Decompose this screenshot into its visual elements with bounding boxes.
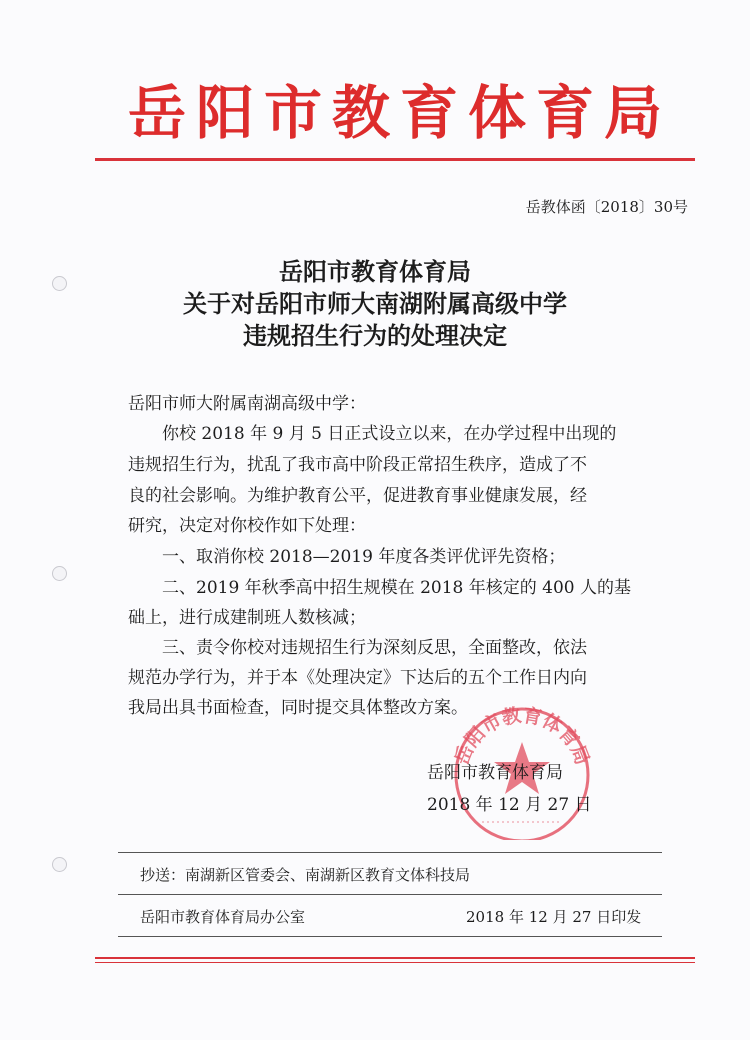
document-title-line-3: 违规招生行为的处理决定 [243, 321, 507, 350]
body-line: 研究，决定对你校作如下处理： [128, 516, 366, 536]
body-line: 础上，进行成建制班人数核减； [128, 608, 366, 628]
footer-red-rule [95, 962, 695, 963]
seal-text: 岳阳市教育体育局 [450, 704, 594, 768]
binder-hole [52, 857, 67, 872]
footer-rule [118, 894, 662, 895]
header-red-rule [95, 158, 695, 161]
footer-red-rule [95, 957, 695, 959]
signature-date: 2018 年 12 月 27 日 [427, 795, 592, 815]
signature-org: 岳阳市教育体育局 [427, 763, 563, 783]
body-line: 我局出具书面检查，同时提交具体整改方案。 [128, 698, 468, 718]
print-date: 2018 年 12 月 27 日印发 [466, 908, 642, 926]
body-line: 良的社会影响。为维护教育公平，促进教育事业健康发展，经 [128, 486, 587, 506]
body-line: 二、2019 年秋季高中招生规模在 2018 年核定的 400 人的基 [128, 578, 631, 598]
document-number: 岳教体函〔2018〕30号 [525, 198, 688, 216]
salutation: 岳阳市师大附属南湖高级中学： [128, 394, 366, 414]
binder-hole [52, 276, 67, 291]
footer-rule [118, 936, 662, 937]
cc-line: 抄送：南湖新区管委会、南湖新区教育文体科技局 [140, 866, 471, 884]
footer-rule [118, 852, 662, 853]
document-title-line-2: 关于对岳阳市师大南湖附属高级中学 [183, 289, 567, 318]
header-org-title: 岳阳市教育体育局 [127, 79, 672, 147]
issuing-office: 岳阳市教育体育局办公室 [140, 908, 306, 926]
body-line: 规范办学行为，并于本《处理决定》下达后的五个工作日内向 [128, 668, 587, 688]
body-line: 三、责令你校对违规招生行为深刻反思，全面整改，依法 [128, 638, 587, 658]
body-line: 违规招生行为，扰乱了我市高中阶段正常招生秩序，造成了不 [128, 455, 587, 475]
body-line: 一、取消你校 2018—2019 年度各类评优评先资格； [128, 547, 566, 567]
document-title-line-1: 岳阳市教育体育局 [279, 257, 471, 286]
binder-hole [52, 566, 67, 581]
body-line: 你校 2018 年 9 月 5 日正式设立以来，在办学过程中出现的 [128, 424, 617, 444]
